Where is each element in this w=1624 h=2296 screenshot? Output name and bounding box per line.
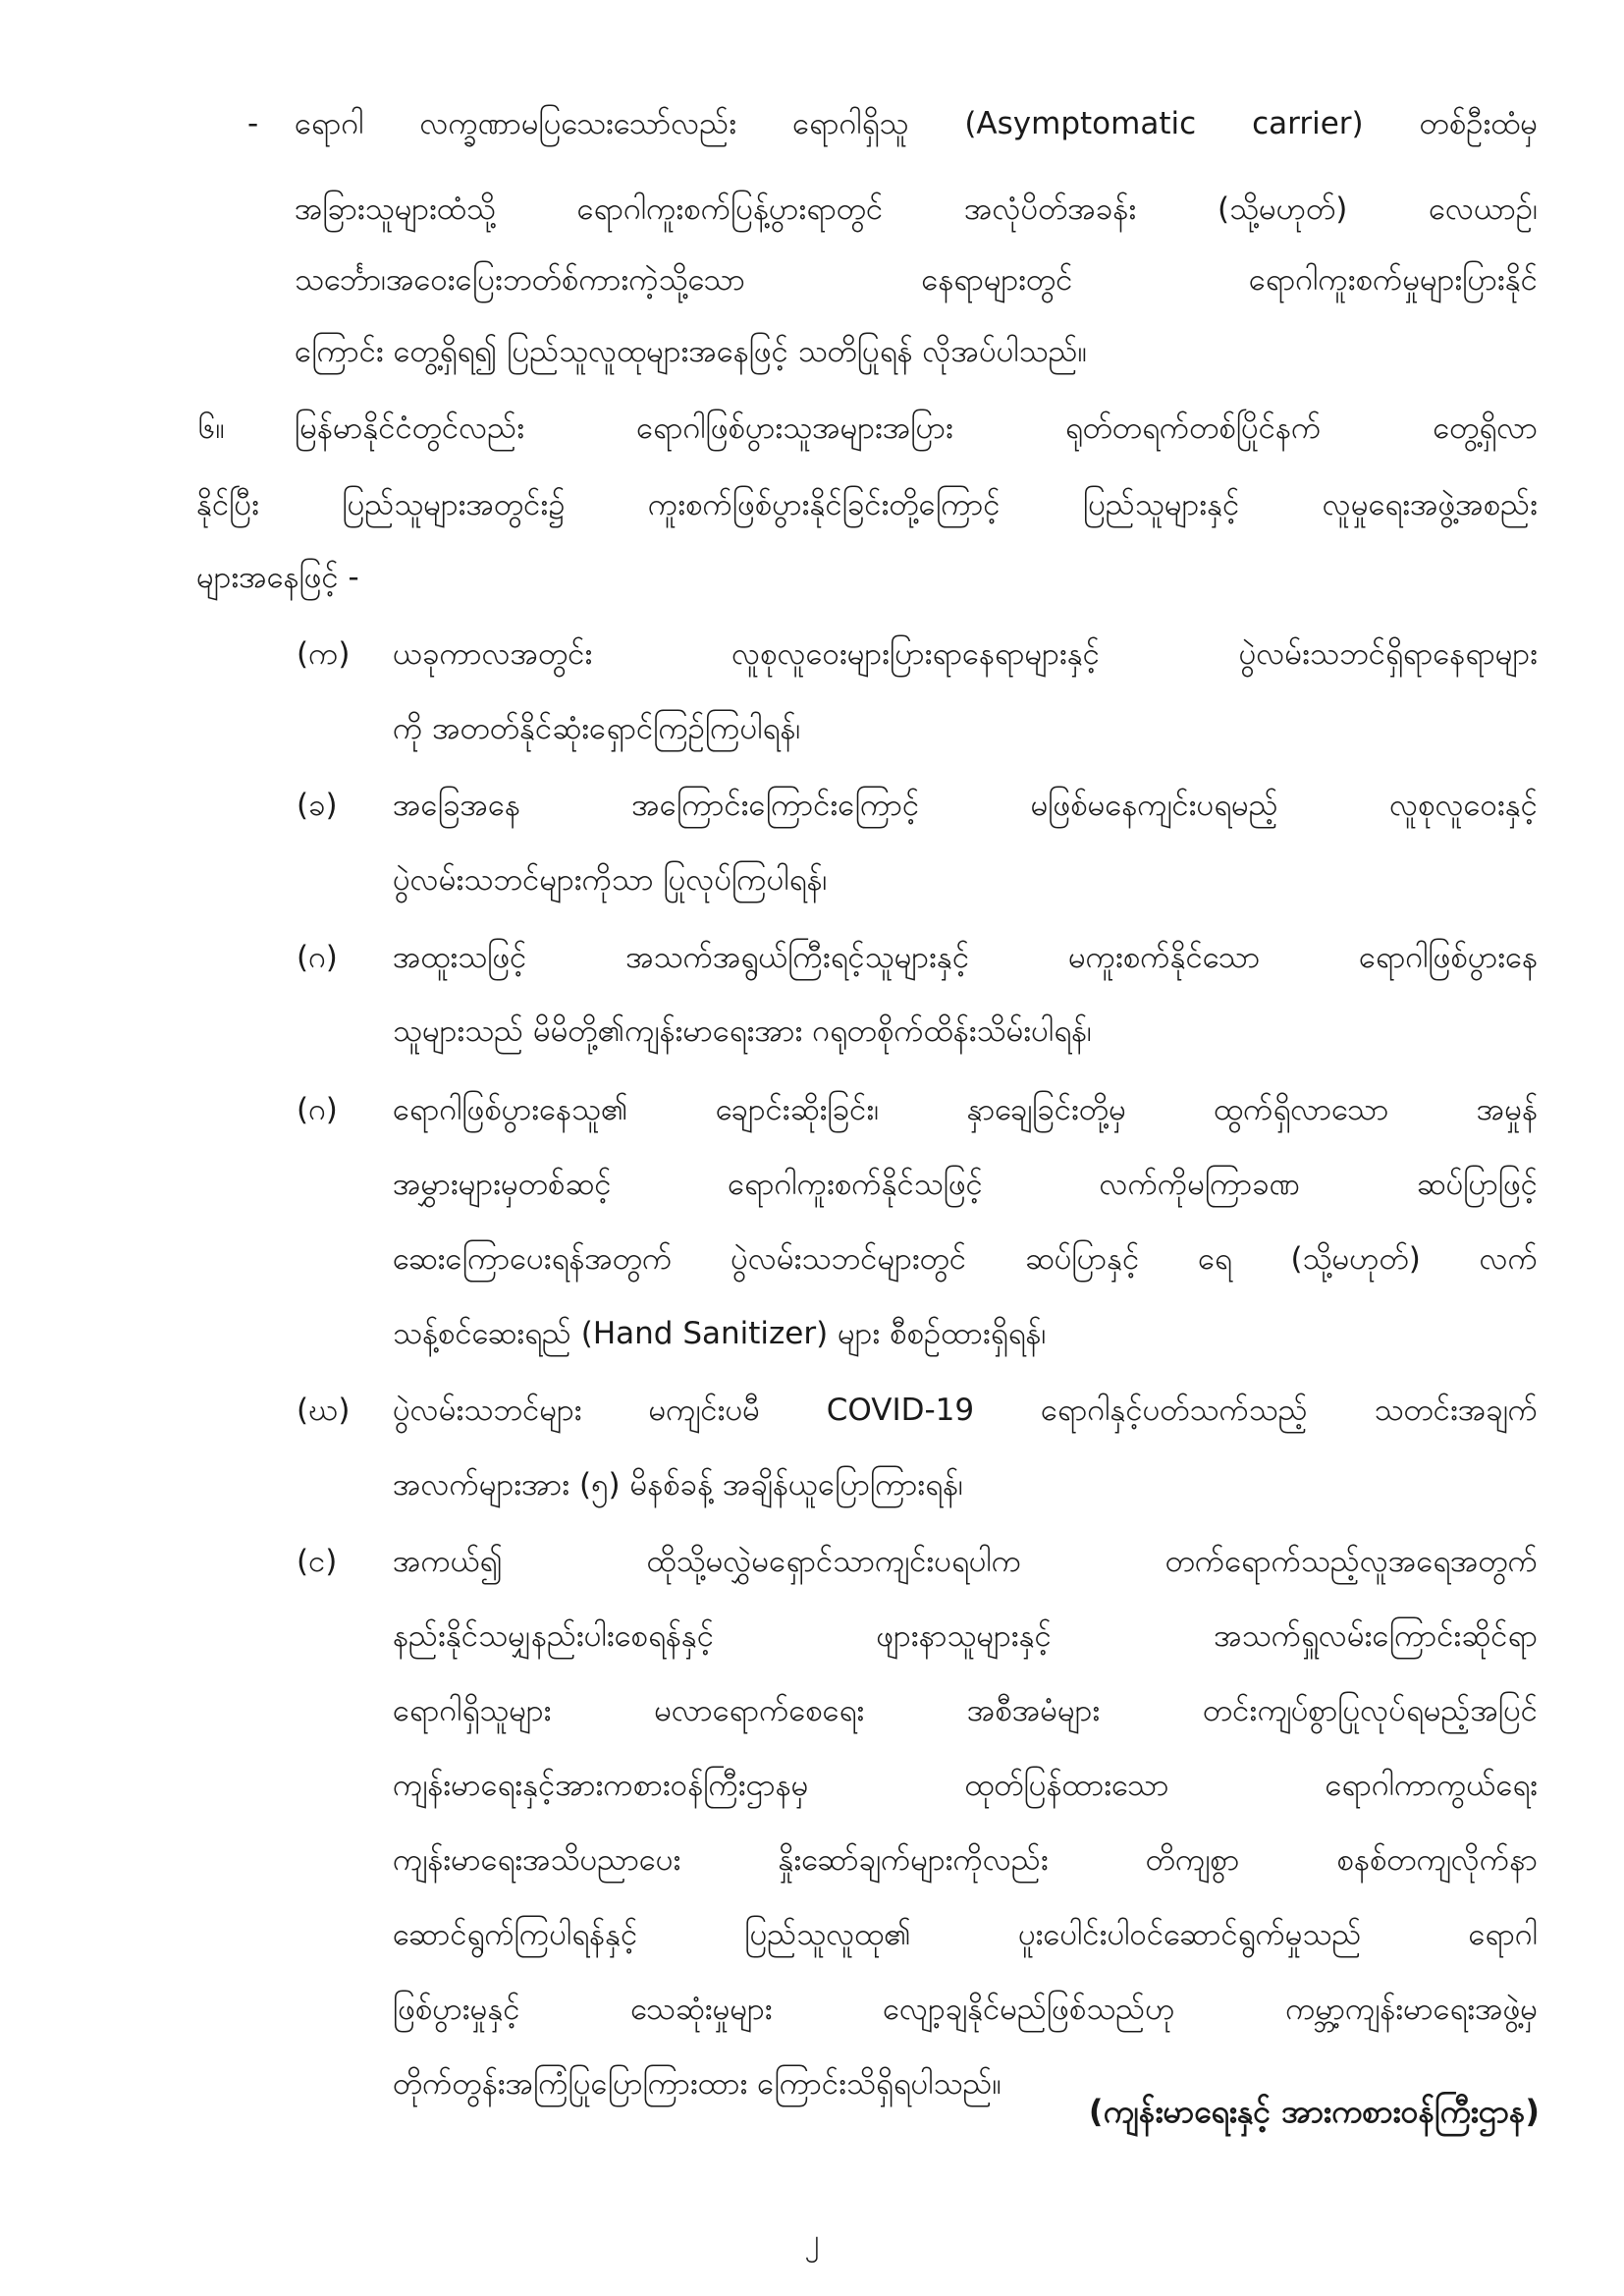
item-line: အကယ်၍ ထိုသို့မလွှဲမရှောင်သာကျင်းပရပါက တက်ရောက်သည့်လူအရေအတွက် — [393, 1544, 1538, 1579]
paragraph-line: များအနေဖြင့် - — [196, 560, 359, 595]
item-line: ဆောင်ရွက်ကြပါရန်နှင့် ပြည်သူလူထု၏ ပူးပေါင်းပါဝင်ဆောင်ရွက်မှုသည် ရောဂါ — [393, 1917, 1538, 1952]
bullet-dash: - — [247, 106, 259, 141]
item-line: သန့်စင်ဆေးရည် (Hand Sanitizer) များ စီစဉ်ထားရှိရန်၊ — [393, 1316, 1047, 1351]
item-line: ဆေးကြောပေးရန်အတွက် ပွဲလမ်းသဘင်များတွင် ဆပ်ပြာနှင့် ရေ (သို့မဟုတ်) လက် — [393, 1241, 1538, 1277]
item-line: နည်းနိုင်သမျှနည်းပါးစေရန်နှင့် ဖျားနာသူများနှင့် အသက်ရှူလမ်းကြောင်းဆိုင်ရာ — [393, 1618, 1538, 1654]
item-marker: (ခ) — [297, 788, 338, 823]
item-line: ကျန်းမာရေးနှင့်အားကစားဝန်ကြီးဌာနမှ ထုတ်ပြန်ထားသော ရောဂါကာကွယ်ရေး — [393, 1768, 1538, 1803]
item-marker: (ဂ) — [297, 1092, 338, 1127]
paragraph-line: သင်္ဘော၊အဝေးပြေးဘတ်စ်ကားကဲ့သို့သော နေရာများတွင် ရောဂါကူးစက်မှုများပြားနိုင် — [295, 262, 1538, 298]
item-line: ယခုကာလအတွင်း လူစုလူဝေးများပြားရာနေရာများနှင့် ပွဲလမ်းသဘင်ရှိရာနေရာများ — [393, 636, 1538, 672]
paragraph-line: ရောဂါ လက္ခဏာမပြသေးသော်လည်း ရောဂါရှိသူ (Asymptomatic carrier) တစ်ဦးထံမှ — [295, 106, 1538, 141]
page-number: ၂ — [804, 2223, 820, 2258]
paragraph-line: နိုင်ပြီး ပြည်သူများအတွင်း၌ ကူးစက်ဖြစ်ပွားနိုင်ခြင်းတို့ကြောင့် ပြည်သူများနှင့် လူမှုရေးအဖွဲ့အစည်း — [196, 487, 1538, 522]
paragraph-line: အခြားသူများထံသို့ ရောဂါကူးစက်ပြန့်ပွားရာတွင် အလုံပိတ်အခန်း (သို့မဟုတ်) လေယာဉ်၊ — [295, 191, 1538, 227]
item-line: အထူးသဖြင့် အသက်အရွယ်ကြီးရင့်သူများနှင့် မကူးစက်နိုင်သော ရောဂါဖြစ်ပွားနေ — [393, 940, 1538, 975]
item-marker: (ဃ) — [297, 1393, 351, 1428]
item-marker: (က) — [297, 636, 351, 672]
item-line: ရောဂါဖြစ်ပွားနေသူ၏ ချောင်းဆိုးခြင်း၊ နှာချေခြင်းတို့မှ ထွက်ရှိလာသော အမှုန် — [393, 1092, 1538, 1127]
item-line: ပွဲလမ်းသဘင်များ မကျင်းပမီ COVID-19 ရောဂါနှင့်ပတ်သက်သည့် သတင်းအချက် — [393, 1393, 1538, 1428]
section-number: ၆။ — [198, 410, 225, 446]
item-marker: (င) — [297, 1544, 338, 1579]
item-line: ကျန်းမာရေးအသိပညာပေး နှိုးဆော်ချက်များကိုလည်း တိကျစွာ စနစ်တကျလိုက်နာ — [393, 1842, 1538, 1878]
item-line: ရောဂါရှိသူများ မလာရောက်စေရေး အစီအမံများ တင်းကျပ်စွာပြုလုပ်ရမည့်အပြင် — [393, 1693, 1538, 1728]
paragraph-line: မြန်မာနိုင်ငံတွင်လည်း ရောဂါဖြစ်ပွားသူအများအပြား ရုတ်တရက်တစ်ပြိုင်နက် တွေ့ရှိလာ — [295, 410, 1538, 446]
item-line: ပွဲလမ်းသဘင်များကိုသာ ပြုလုပ်ကြပါရန်၊ — [393, 862, 828, 898]
item-line: အလက်များအား (၅) မိနစ်ခန့် အချိန်ယူပြောကြားရန်၊ — [393, 1467, 963, 1503]
issuing-ministry: (ကျန်းမာရေးနှင့် အားကစားဝန်ကြီးဌာန) — [1088, 2093, 1540, 2130]
item-line: တိုက်တွန်းအကြံပြုပြောကြားထား ကြောင်းသိရှိရပါသည်။ — [393, 2066, 1001, 2102]
item-line: အခြေအနေ အကြောင်းကြောင်းကြောင့် မဖြစ်မနေကျင်းပရမည့် လူစုလူဝေးနှင့် — [393, 788, 1538, 823]
item-line: ဖြစ်ပွားမှုနှင့် သေဆုံးမှုများ လျော့ချနိုင်မည်ဖြစ်သည်ဟု ကမ္ဘာ့ကျန်းမာရေးအဖွဲ့မှ — [393, 1992, 1538, 2027]
item-line: သူများသည် မိမိတို့၏ကျန်းမာရေးအား ဂရုတစိုက်ထိန်းသိမ်းပါရန်၊ — [393, 1013, 1092, 1049]
item-line: ကို အတတ်နိုင်ဆုံးရှောင်ကြဉ်ကြပါရန်၊ — [393, 711, 801, 746]
item-marker: (ဂ) — [297, 940, 338, 975]
paragraph-line: ကြောင်း တွေ့ရှိရ၍ ပြည်သူလူထုများအနေဖြင့် သတိပြုရန် လိုအပ်ပါသည်။ — [295, 334, 1087, 369]
item-line: အမွှားများမှတစ်ဆင့် ရောဂါကူးစက်နိုင်သဖြင့် လက်ကိုမကြာခဏ ဆပ်ပြာဖြင့် — [393, 1167, 1538, 1202]
